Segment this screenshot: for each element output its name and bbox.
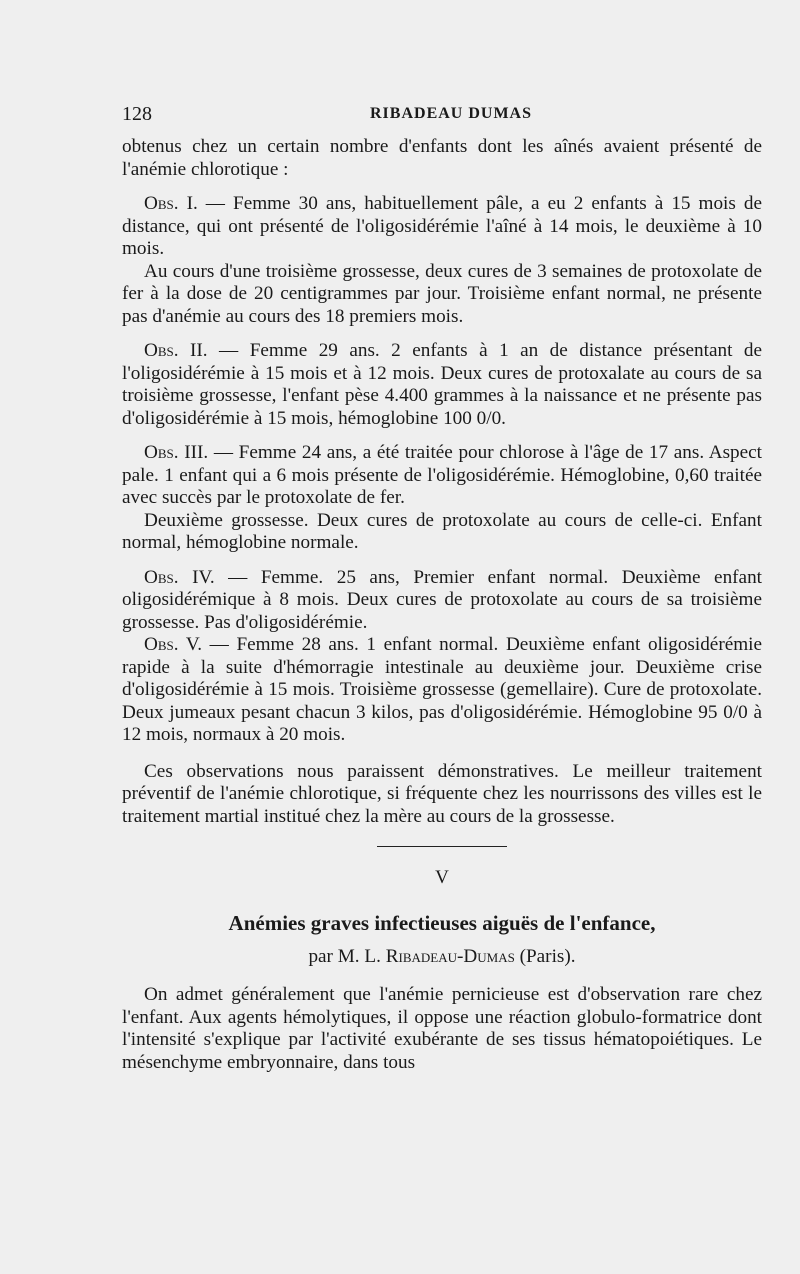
- observation-text: — Femme 24 ans, a été traitée pour chlorose à l'âge de 17 ans. Aspect pale. 1 enfant qui a 6 mois présente de l'oligosidérémie. Hémoglobine, 0,60 traitée avec succès par le protoxolate de fer.: [122, 442, 762, 508]
- observation-label: Obs. I.: [144, 193, 198, 214]
- observation-2: [122, 340, 762, 430]
- observation-5: [122, 634, 762, 747]
- byline-prefix: par M. L.: [308, 946, 386, 967]
- observation-text: — Femme 28 ans. 1 enfant normal. Deuxième enfant oligosidérémie rapide à la suite d'hémorragie intestinale au deuxième jour. Deuxième crise d'oligosidérémie à 15 mois. Troisième grossesse (gemellaire). Cure de protoxolate. Deux jumeaux pesant chacun 3 kilos, pas d'oligosidérémie. Hémoglobine 95 0/0 à 12 mois, normaux à 20 mois.: [122, 634, 762, 745]
- lead-paragraph: obtenus chez un certain nombre d'enfants dont les aînés avaient présenté de l'anémie chlorotique :: [122, 136, 762, 180]
- observation-text: — Femme 30 ans, habituellement pâle, a eu 2 enfants à 15 mois de distance, qui ont présenté de l'oligosidérémie l'aîné à 14 mois, le deuxième à 10 mois.: [122, 193, 762, 259]
- section-title: Anémies graves infectieuses aiguës de l'enfance,: [228, 911, 656, 935]
- observation-3: [122, 442, 762, 510]
- section-byline: [122, 946, 762, 968]
- page-header: [122, 103, 762, 129]
- byline-suffix: (Paris).: [514, 946, 576, 967]
- section-numeral: V: [435, 867, 449, 888]
- section-divider: [377, 846, 507, 847]
- observation-text: — Femme. 25 ans, Premier enfant normal. Deuxième enfant oligosidérémique à 8 mois. Deux cures de protoxolate au cours de sa troisième grossesse. Pas d'oligosidérémie.: [122, 566, 762, 633]
- conclusion-paragraph: Ces observations nous paraissent démonstratives. Le meilleur traitement préventif de l'anémie chlorotique, si fréquente chez les nourrissons des villes est le traitement martial institué chez la mère au cours de la grossesse.: [122, 760, 762, 827]
- observation-3-continuation: Deuxième grossesse. Deux cures de protoxolate au cours de celle-ci. Enfant normal, hémoglobine normale.: [122, 509, 762, 553]
- observation-label: Obs. II.: [144, 340, 208, 361]
- observation-1: [122, 193, 762, 261]
- page-number: 128: [122, 103, 152, 125]
- observation-label: Obs. IV.: [144, 566, 215, 588]
- section-intro: On admet généralement que l'anémie pernicieuse est d'observation rare chez l'enfant. Aux agents hémolytiques, il oppose une réaction globulo-formatrice dont l'intensité s'explique par l'activité exubérante de ses tissus hématopoiétiques. Le mésenchyme embryonnaire, dans tous: [122, 984, 762, 1073]
- byline-author: Ribadeau-Dumas: [385, 946, 515, 967]
- observation-1-continuation: Au cours d'une troisième grossesse, deux cures de 3 semaines de protoxolate de fer à la dose de 20 centigrammes par jour. Troisième enfant normal, ne présente pas d'anémie au cours des 18 premiers mois.: [122, 260, 762, 327]
- observation-label: Obs. III.: [144, 442, 209, 463]
- running-head: RIBADEAU DUMAS: [370, 105, 533, 122]
- observation-label: Obs. V.: [144, 634, 203, 655]
- observation-text: — Femme 29 ans. 2 enfants à 1 an de distance présentant de l'oligosidérémie à 15 mois et à 12 mois. Deux cures de protoxalate au cours de sa troisième grossesse, l'enfant pèse 4.400 grammes à la naissance et ne présente pas d'oligosidérémie à 15 mois, hémoglobine 100 0/0.: [122, 340, 762, 429]
- observation-4: [122, 567, 762, 635]
- page-body: [122, 136, 762, 1074]
